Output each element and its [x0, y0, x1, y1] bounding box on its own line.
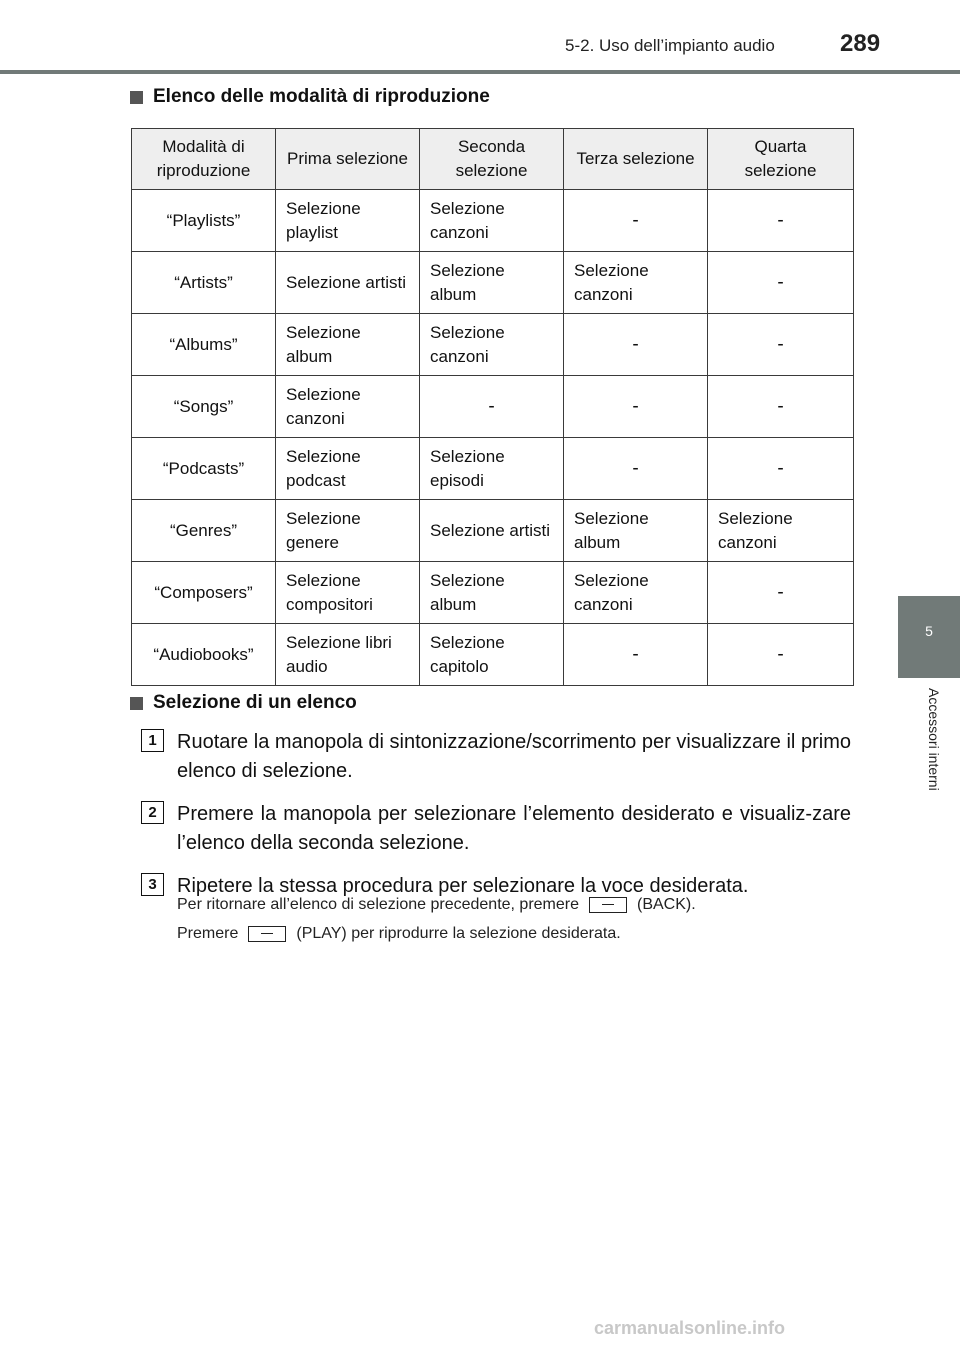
mode-name-cell: “Playlists” — [132, 190, 276, 252]
table-row — [132, 376, 854, 438]
mode-name-cell: “Songs” — [132, 376, 276, 438]
table-cell: - — [564, 314, 708, 376]
table-cell: - — [708, 624, 854, 686]
table-cell: Selezione libri audio — [276, 624, 420, 686]
table-row — [132, 562, 854, 624]
step-number-badge: 2 — [141, 801, 164, 824]
note-text: (BACK). — [637, 896, 696, 913]
table-cell: - — [708, 376, 854, 438]
step-item — [131, 800, 851, 858]
mode-name-cell: “Artists” — [132, 252, 276, 314]
section-heading-text: Elenco delle modalità di riproduzione — [153, 86, 490, 107]
table-header-cell: Quarta selezione — [708, 129, 854, 190]
table-cell: Selezione playlist — [276, 190, 420, 252]
table-row — [132, 252, 854, 314]
table-cell: Selezione canzoni — [708, 500, 854, 562]
table-cell: Selezione album — [276, 314, 420, 376]
header-divider — [0, 70, 960, 74]
mode-name-cell: “Albums” — [132, 314, 276, 376]
step-text: Premere la manopola per selezionare l’elemento desiderato e visualiz-zare l’elenco della seconda selezione. — [177, 803, 851, 854]
square-bullet-icon — [130, 91, 143, 104]
watermark: carmanualsonline.info — [594, 1318, 786, 1338]
table-cell: Selezione genere — [276, 500, 420, 562]
key-button-icon — [589, 897, 627, 913]
square-bullet-icon — [130, 697, 143, 710]
mode-name-cell: “Audiobooks” — [132, 624, 276, 686]
table-cell: Selezione artisti — [420, 500, 564, 562]
table-cell: - — [708, 562, 854, 624]
step-text: Ripetere la stessa procedura per selezionare la voce desiderata. — [177, 875, 749, 897]
section-heading-modes — [130, 86, 490, 108]
steps-list — [131, 728, 851, 915]
table-header-cell: Seconda selezione — [420, 129, 564, 190]
note-play — [177, 925, 621, 943]
playback-modes-table — [131, 128, 854, 686]
step-number-badge: 1 — [141, 729, 164, 752]
chapter-tab — [898, 596, 960, 678]
step-text: Ruotare la manopola di sintonizzazione/scorrimento per visualizzare il primo elenco di selezione. — [177, 731, 851, 782]
table-cell: Selezione episodi — [420, 438, 564, 500]
table-cell: Selezione podcast — [276, 438, 420, 500]
table-header-row — [132, 129, 854, 190]
note-text: Premere — [177, 925, 239, 942]
table-cell: Selezione canzoni — [276, 376, 420, 438]
table-cell: Selezione artisti — [276, 252, 420, 314]
table-cell: Selezione album — [420, 562, 564, 624]
key-button-icon — [248, 926, 286, 942]
table-cell: - — [564, 190, 708, 252]
table-row — [132, 624, 854, 686]
header-section-title: 5-2. Uso dell’impianto audio — [565, 36, 775, 55]
table-cell: Selezione canzoni — [564, 252, 708, 314]
step-number-badge: 3 — [141, 873, 164, 896]
table-cell: - — [564, 438, 708, 500]
mode-name-cell: “Genres” — [132, 500, 276, 562]
note-text: Per ritornare all’elenco di selezione precedente, premere — [177, 896, 579, 913]
table-cell: Selezione album — [564, 500, 708, 562]
mode-name-cell: “Composers” — [132, 562, 276, 624]
table-header-cell: Modalità di riproduzione — [132, 129, 276, 190]
table-cell: - — [708, 314, 854, 376]
table-cell: Selezione canzoni — [420, 190, 564, 252]
table-cell: - — [708, 252, 854, 314]
table-cell: Selezione compositori — [276, 562, 420, 624]
section-heading-text: Selezione di un elenco — [153, 692, 357, 713]
table-cell: - — [420, 376, 564, 438]
table-cell: - — [564, 376, 708, 438]
note-text: (PLAY) per riprodurre la selezione desiderata. — [296, 925, 621, 942]
table-row — [132, 500, 854, 562]
table-cell: - — [564, 624, 708, 686]
table-cell: Selezione album — [420, 252, 564, 314]
chapter-label: Accessori interni — [926, 688, 942, 791]
table-cell: - — [708, 438, 854, 500]
table-cell: Selezione canzoni — [420, 314, 564, 376]
mode-name-cell: “Podcasts” — [132, 438, 276, 500]
table-cell: - — [708, 190, 854, 252]
chapter-number: 5 — [925, 623, 933, 639]
page-number: 289 — [840, 30, 881, 57]
table-row — [132, 438, 854, 500]
table-cell: Selezione canzoni — [564, 562, 708, 624]
table-row — [132, 314, 854, 376]
table-cell: Selezione capitolo — [420, 624, 564, 686]
table-header-cell: Terza selezione — [564, 129, 708, 190]
table-row — [132, 190, 854, 252]
step-item — [131, 728, 851, 786]
note-back — [177, 896, 696, 914]
section-heading-list — [130, 692, 357, 714]
table-header-cell: Prima selezione — [276, 129, 420, 190]
